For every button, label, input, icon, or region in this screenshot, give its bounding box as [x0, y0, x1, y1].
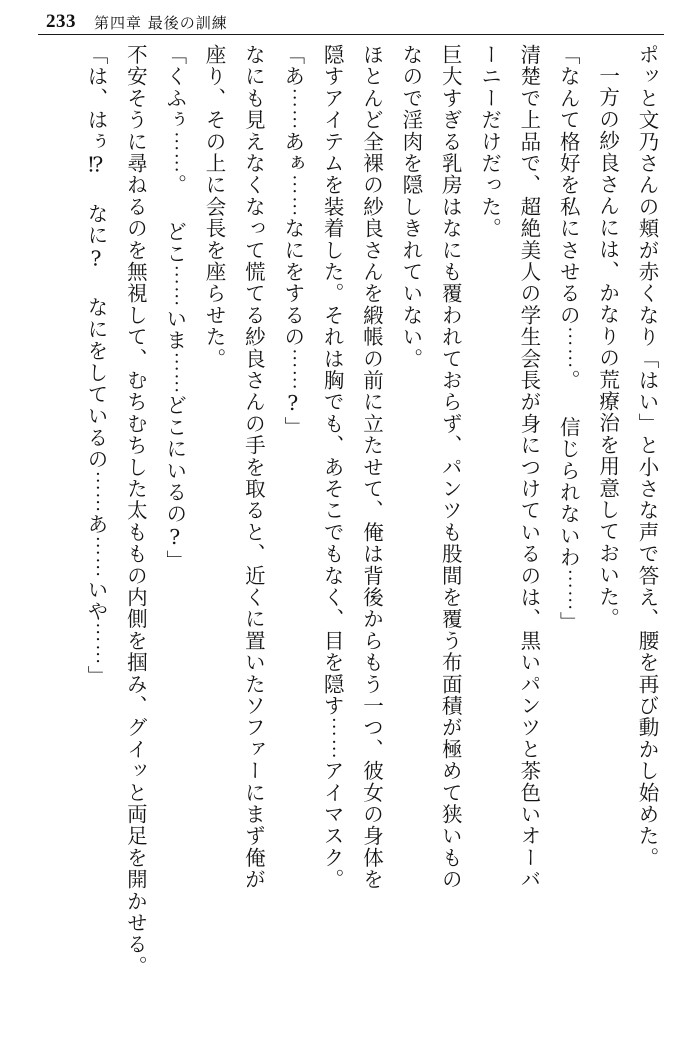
- body-text-area: [30, 44, 666, 1030]
- page-number: 233: [46, 11, 76, 32]
- paragraph: 隠すアイテムを装着した。それは胸でも、あそこでもなく、目を隠す⋯⋯アイマスク。: [320, 44, 345, 891]
- vertical-text-block: [30, 44, 666, 1014]
- paragraph: ほとんど全裸の紗良さんを緞帳の前に立たせて、俺は背後からもう一つ、彼女の身体を: [359, 44, 384, 891]
- paragraph: 一方の紗良さんには、かなりの荒療治を用意しておいた。: [595, 64, 620, 629]
- header-divider: [38, 34, 664, 35]
- paragraph: 清楚で上品で、超絶美人の学生会長が身につけているのは、黒いパンツと茶色いオーバ: [516, 44, 541, 891]
- paragraph: ポッと文乃さんの頬が赤くなり「はい」と小さな声で答え、腰を再び動かし始めた。: [635, 44, 659, 869]
- paragraph: ーニーだけだった。: [477, 44, 502, 240]
- paragraph: なにも見えなくなって慌てる紗良さんの手を取ると、近くに置いたソファーにまず俺が: [241, 44, 266, 891]
- paragraph: 座り、その上に会長を座らせた。: [202, 44, 227, 370]
- paragraph: なので淫肉を隠しきれていない。: [398, 44, 423, 370]
- page-header: [0, 0, 700, 44]
- paragraph: 巨大すぎる乳房はなにも覆われておらず、パンツも股間を覆う布面積が極めて狭いもの: [438, 44, 463, 891]
- paragraph: 不安そうに尋ねるのを無視して、むちむちした太ももの内側を掴み、グイッと両足を開かせる。: [123, 44, 148, 978]
- paragraph: 「なんて格好を私にさせるの⋯⋯。 信じられないわ⋯⋯」: [556, 44, 581, 634]
- chapter-title: 第四章 最後の訓練: [94, 13, 228, 32]
- paragraph: 「くふぅ⋯⋯。 どこ⋯⋯いま⋯⋯どこにいるの?」: [162, 44, 187, 572]
- paragraph: 「あ⋯⋯あぁ⋯⋯なにをするの⋯⋯?」: [280, 44, 305, 439]
- paragraph: 「は、はぅ⁉ なに? なにをしているの⋯⋯あ⋯⋯いや⋯⋯」: [83, 44, 108, 688]
